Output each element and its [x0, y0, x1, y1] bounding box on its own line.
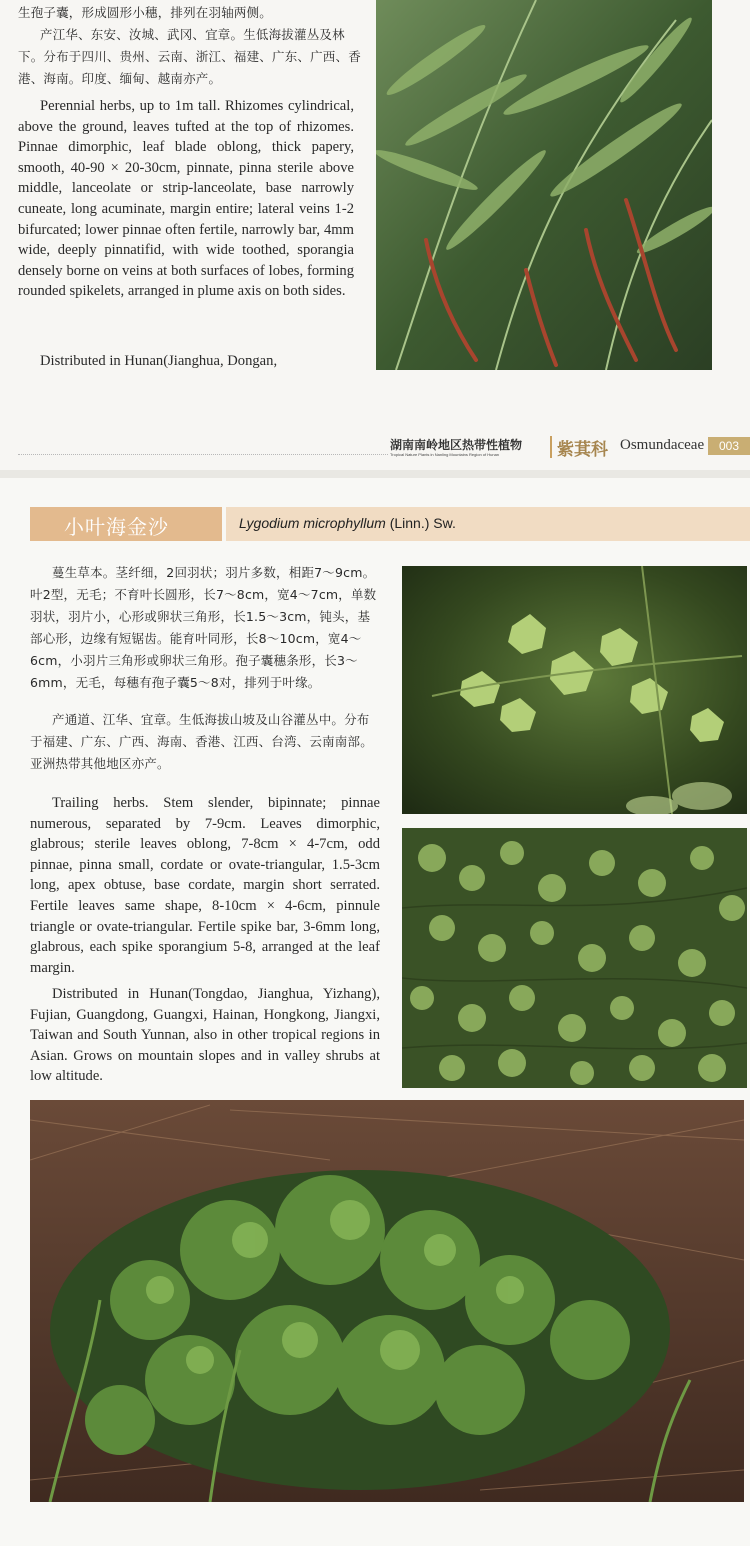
cn-line-1: 生孢子囊，形成圆形小穗，排列在羽轴两侧。 — [18, 5, 273, 20]
previous-page — [0, 0, 750, 470]
species-name-cn: 小叶海金沙 — [64, 515, 169, 539]
previous-species-en-description: Perennial herbs, up to 1m tall. Rhizomes cylindrical, above the ground, leaves tufted at the top of rhizomes. Pinnae dimorphic, leaf blade oblong, thick papery, smooth, 40-90 × 20-30cm, pinnate, pinna sterile above middle, lanceolate or strip-lanceolate, base narrowly cuneate, long acuminate, margin entire; lateral veins 1-2 bifurcated; lower pinnae often fertile, narrowly bar, 4mm wide, deeply pinnatifid, with wide toothed, sporangia densely borne on veins at both surfaces of lobes, forming rounded spikelets, arranged in plume axis on both sides. — [18, 98, 354, 300]
title-latin-box — [226, 507, 750, 541]
title-cn-box — [30, 507, 222, 541]
footer-dotted-rule — [18, 454, 388, 455]
cn-distribution-text: 产江华、东安、汝城、武冈、宜章。生低海拔灌丛及林下。分布于四川、贵州、云南、浙江、福建、广东、广西、香港、海南。印度、缅甸、越南亦产。 — [18, 27, 361, 86]
book-title-en: Tropical Nature Plants in Nanling Mountains Region of Hunan — [390, 452, 500, 457]
species-binomial: Lygodium microphyllum — [239, 515, 386, 531]
species-title-band — [30, 507, 750, 541]
species-page — [0, 478, 750, 1546]
en-description: Trailing herbs. Stem slender, bipinnate; pinnae numerous, separated by 7-9cm. Leaves dimorphic, glabrous; sterile leaves oblong, 7-8cm × 4-7cm, odd pinnae, pinna small, cordate or ovate-triangular, 1.5-3cm long, apex obtuse, base cordate, margin short serrated. Fertile leaves same shape, 8-10cm × 4-6cm, pinnule triangle or ovate-triangular. Fertile spike bar, 3-6mm long, glabrous, each spike sporangium 5-8, arranged at the leaf margin. — [30, 795, 380, 976]
family-name-en: Osmundaceae — [620, 437, 705, 453]
book-title-cn: 湖南南岭地区热带性植物 — [390, 438, 523, 452]
page-gap — [0, 470, 750, 478]
species-name-latin — [239, 515, 456, 531]
cn-distribution: 产通道、江华、宜章。生低海拔山坡及山谷灌丛中。分布于福建、广东、广西、海南、香港、江西、台湾、云南南部。亚洲热带其他地区亦产。 — [30, 712, 373, 771]
footer-divider — [550, 436, 552, 458]
previous-species-en-distribution: Distributed in Hunan(Jianghua, Dongan, — [40, 353, 278, 369]
species-author: (Linn.) Sw. — [385, 515, 456, 531]
leaf-closeup-photo — [402, 566, 747, 814]
cn-description: 蔓生草本。茎纤细，2回羽状；羽片多数，相距7～9cm。叶2型，无毛；不育叶长圆形，长7～8cm，宽4～7cm，单数羽状，羽片小，心形或卵状三角形，长1.5～3cm，钝头，基部心形，边缘有短锯齿。能育叶同形，长8～10cm，宽4～6cm，小羽片三角形或卵状三角形。孢子囊穗条形，长3～6mm，无毛，每穗有孢子囊5～8对，排列于叶缘。 — [30, 565, 377, 690]
habitat-photo — [30, 1100, 744, 1502]
page-number: 003 — [708, 437, 750, 455]
osmunda-fern-photo — [376, 0, 712, 370]
en-distribution: Distributed in Hunan(Tongdao, Jianghua, Yizhang), Fujian, Guangdong, Guangxi, Hainan, Hongkong, Jiangxi, Taiwan and South Yunnan, also in other tropical regions in Asian. Grows on mountain slopes and in valley shrubs at low altitude. — [30, 986, 380, 1085]
family-name-cn: 紫萁科 — [557, 440, 608, 460]
previous-species-cn-text — [18, 2, 363, 90]
foliage-photo — [402, 828, 747, 1088]
